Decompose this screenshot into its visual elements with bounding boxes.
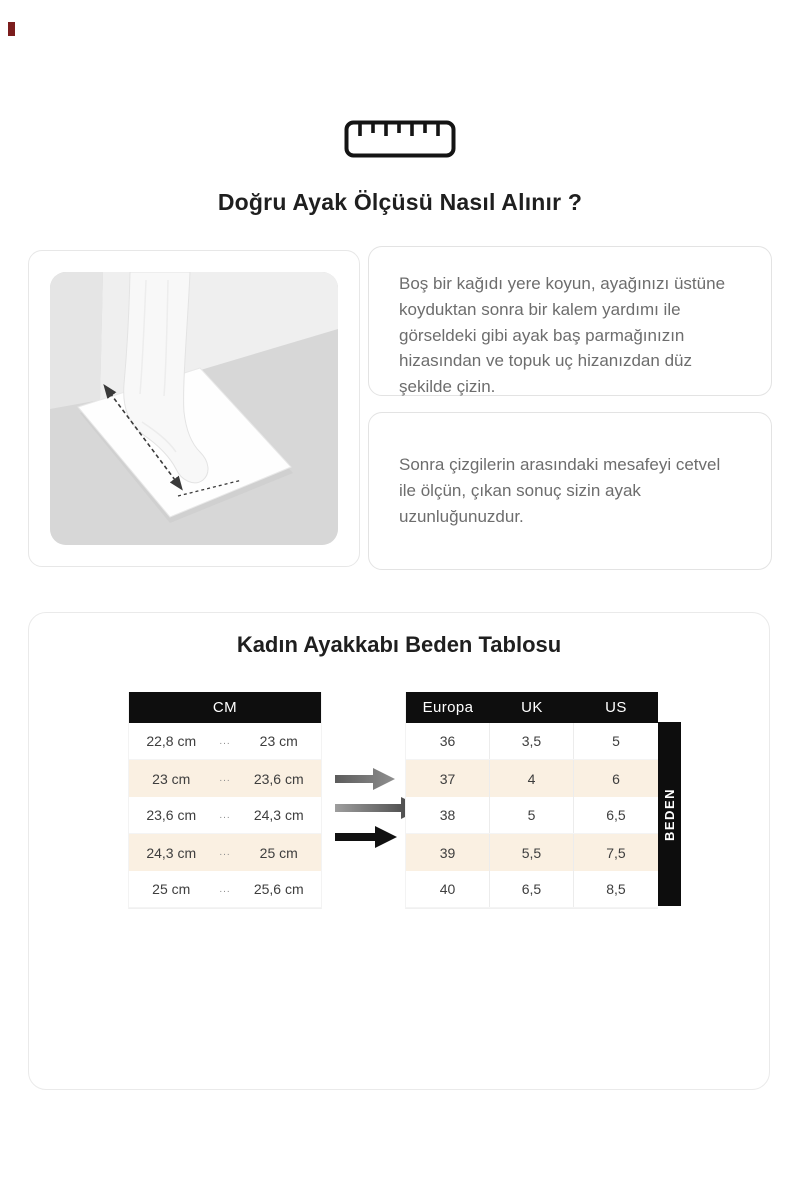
uk-size: 5,5 (490, 834, 574, 871)
beden-side-bar (658, 722, 681, 906)
eu-size: 36 (406, 723, 490, 759)
instruction-step-2 (368, 412, 772, 570)
table-row (406, 797, 658, 834)
cm-to: 23,6 cm (253, 770, 304, 787)
range-dots: ... (219, 735, 231, 747)
range-dots: ... (219, 809, 231, 821)
wall-corner (50, 272, 103, 409)
table-row (129, 871, 321, 908)
cm-to: 25 cm (259, 844, 298, 861)
cm-table-header: CM (129, 692, 321, 723)
table-row (406, 834, 658, 871)
range-dots: ... (219, 773, 231, 784)
cm-from: 22,8 cm (146, 733, 197, 749)
measurement-photo-card (28, 250, 360, 567)
range-dots: ... (219, 883, 231, 895)
instruction-step-1-text: Boş bir kağıdı yere koyun, ayağınızı üstüne koyduktan sonra bir kalem yardımı ile görseldeki gibi ayak baş parmağınızın hizasından ve topuk uç hizanızdan düz şekilde çizin. (399, 274, 726, 397)
size-table-header-row (406, 692, 658, 723)
header-europa: Europa (422, 699, 474, 716)
table-row (406, 760, 658, 797)
us-size: 6,5 (606, 807, 626, 823)
cm-to: 23 cm (259, 733, 298, 749)
range-dots: ... (219, 847, 231, 858)
us-size: 8,5 (606, 881, 626, 897)
cm-from: 24,3 cm (146, 844, 197, 861)
eu-size: 40 (406, 871, 490, 907)
table-row (129, 834, 321, 871)
table-row (406, 871, 658, 908)
cm-table (128, 692, 322, 909)
us-size: 6 (612, 770, 620, 787)
header-uk: UK (521, 699, 543, 716)
table-row (129, 797, 321, 834)
page-corner-mark (8, 22, 15, 36)
instruction-step-2-text: Sonra çizgilerin arasındaki mesafeyi cetvel ile ölçün, çıkan sonuç sizin ayak uzunluğunuzdur. (399, 455, 721, 526)
ruler-icon (344, 120, 456, 163)
eu-size: 39 (406, 834, 490, 871)
cm-from: 23 cm (152, 770, 191, 787)
header-us: US (605, 699, 627, 716)
eu-size: 38 (406, 797, 490, 833)
table-row (129, 760, 321, 797)
uk-size: 3,5 (490, 723, 574, 759)
foot-measurement-photo (50, 272, 338, 545)
size-table-title: Kadın Ayakkabı Beden Tablosu (236, 632, 562, 657)
intro-section (0, 120, 800, 216)
uk-size: 5 (490, 797, 574, 833)
page-title: Doğru Ayak Ölçüsü Nasıl Alınır ? (217, 189, 583, 215)
instruction-step-1 (368, 246, 772, 396)
us-size: 7,5 (606, 844, 626, 861)
table-row (406, 723, 658, 760)
table-row (129, 723, 321, 760)
cm-to: 25,6 cm (253, 881, 304, 897)
cm-from: 25 cm (152, 881, 191, 897)
size-conversion-table (405, 692, 658, 909)
beden-label: BEDEN (662, 787, 678, 841)
cm-to: 24,3 cm (253, 807, 304, 823)
uk-size: 6,5 (490, 871, 574, 907)
us-size: 5 (612, 733, 620, 749)
uk-size: 4 (490, 760, 574, 797)
eu-size: 37 (406, 760, 490, 797)
cm-from: 23,6 cm (146, 807, 197, 823)
